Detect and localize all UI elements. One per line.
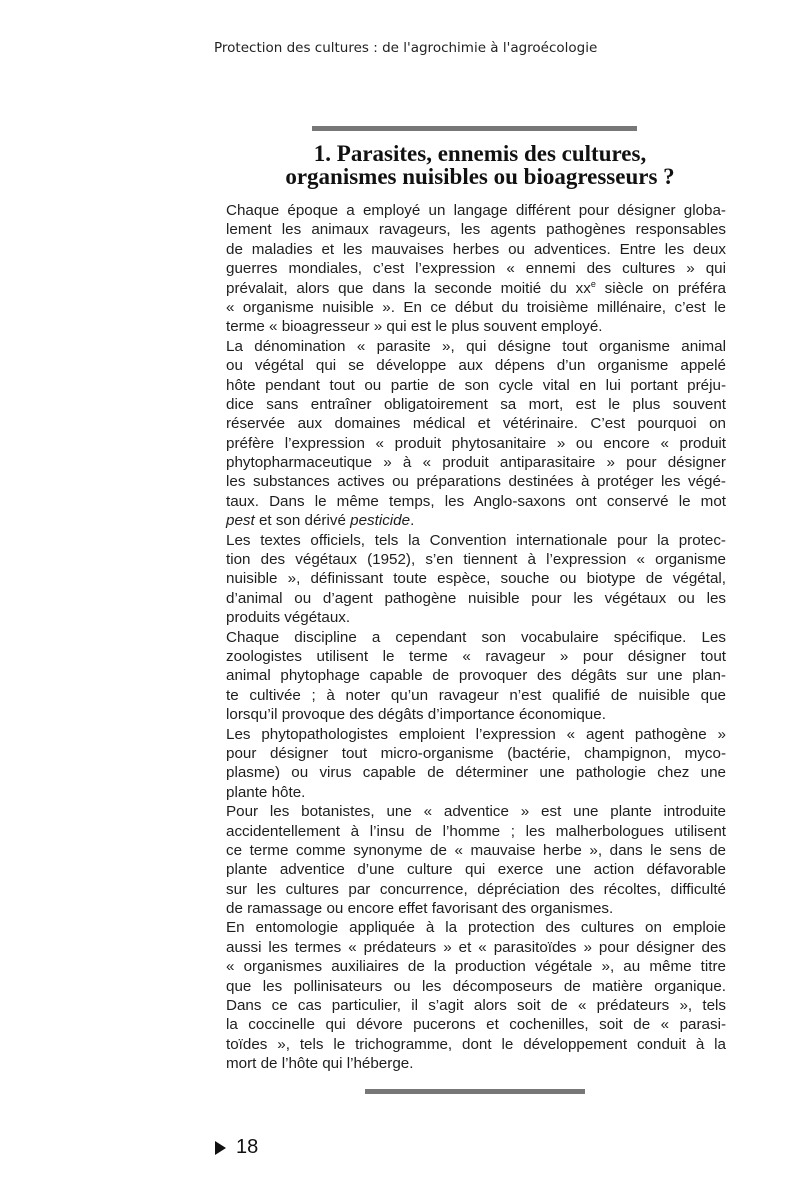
text-line: de maladies et les mauvaises herbes ou adventices. Entre les deux — [226, 240, 726, 258]
text-line: ou végétal qui se développe aux dépens d’un organisme appelé — [226, 357, 726, 375]
text-line: que les pollinisateurs ou les décomposeurs de matière organique. — [226, 977, 726, 995]
triangle-marker-icon — [215, 1141, 226, 1155]
text-line: taux. Dans le même temps, les Anglo-saxons ont conservé le mot — [226, 492, 726, 510]
paragraph — [226, 802, 726, 918]
text-line: plante adventice d’une culture qui exerce une action défavorable — [226, 861, 726, 879]
text-line: « organisme nuisible ». En ce début du troisième millénaire, c’est le — [226, 298, 726, 316]
text-line: terme « bioagresseur » qui est le plus souvent employé. — [226, 318, 603, 336]
superscript: e — [590, 278, 596, 289]
text-line: tion des végétaux (1952), s’en tiennent à l’expression « organisme — [226, 551, 726, 569]
section-title-line: 1. Parasites, ennemis des cultures, — [313, 141, 647, 166]
text-line: animal phytophage capable de provoquer des dégâts sur une plan- — [226, 667, 726, 685]
text-line: Pour les botanistes, une « adventice » est une plante introduite — [226, 803, 726, 821]
text-line: nuisible », définissant toute espèce, souche ou biotype de végétal, — [226, 570, 726, 588]
text-line: produits végétaux. — [226, 609, 351, 627]
text-line: réservée aux domaines médical et vétérinaire. C’est pourquoi on — [226, 415, 726, 433]
page-number: 18 — [236, 1136, 259, 1158]
paragraph — [226, 918, 726, 1073]
top-rule — [312, 126, 637, 131]
text-line: En entomologie appliquée à la protection des cultures on emploie — [226, 919, 726, 937]
text-line: te cultivée ; à noter qu’un ravageur n’est qualifié de nuisible que — [226, 686, 726, 704]
text-line: plante hôte. — [226, 783, 306, 801]
running-head: Protection des cultures : de l'agrochimie à l'agroécologie — [214, 40, 598, 56]
text-line: lement les animaux ravageurs, les agents pathogènes responsables — [226, 221, 726, 239]
text-line: zoologistes utilisent le terme « ravageur » pour désigner tout — [226, 647, 726, 665]
text-line: d’animal ou d’agent pathogène nuisible pour les végétaux ou les — [226, 589, 726, 607]
text-line: pour désigner tout micro-organisme (bactérie, champignon, myco- — [226, 744, 726, 762]
text-line: accidentellement à l’insu de l’homme ; les malherbologues utilisent — [226, 822, 726, 840]
text-line: toïdes », tels le trichogramme, dont le développement conduit à la — [226, 1035, 726, 1053]
text-line: Chaque époque a employé un langage différent pour désigner globa- — [226, 202, 726, 219]
text-line: Chaque discipline a cependant son vocabulaire spécifique. Les — [226, 628, 726, 646]
text-line: hôte pendant tout ou partie de son cycle vital en lui portant préju- — [226, 376, 726, 394]
text-line: mort de l’hôte qui l’héberge. — [226, 1055, 414, 1073]
bottom-rule — [365, 1089, 585, 1094]
text-line: les substances actives ou préparations destinées à protéger les végé- — [226, 473, 726, 491]
paragraph — [226, 201, 726, 337]
paragraph — [226, 628, 726, 725]
text-line: plasme) ou virus capable de déterminer une pathologie chez une — [226, 764, 726, 782]
text-line: Les textes officiels, tels la Convention internationale pour la protec- — [226, 531, 726, 549]
section-title-line: organismes nuisibles ou bioagresseurs ? — [285, 164, 675, 189]
text-line: aussi les termes « prédateurs » et « parasitoïdes » pour désigner des — [226, 938, 726, 956]
text-line: La dénomination « parasite », qui désigne tout organisme animal — [226, 337, 726, 355]
text-line: « organismes auxiliaires de la production végétale », au même titre — [226, 958, 726, 976]
body-text — [226, 201, 726, 1074]
text-line: de ramassage ou encore effet favorisant des organismes. — [226, 900, 614, 918]
text-segment: prévalait, alors que dans la seconde moitié du xx — [226, 279, 591, 297]
text-line — [226, 279, 726, 298]
text-line: sur les cultures par concurrence, dépréciation des récoltes, difficulté — [226, 880, 726, 898]
text-segment: . — [410, 512, 415, 530]
text-segment: et son dérivé — [254, 512, 351, 530]
paragraph — [226, 725, 726, 803]
section-title — [250, 142, 710, 188]
text-line: Dans ce cas particulier, il s’agit alors soit de « prédateurs », tels — [226, 997, 726, 1015]
text-line: la coccinelle qui dévore pucerons et cochenilles, soit de « parasi- — [226, 1016, 726, 1034]
text-segment: siècle on préféra — [595, 279, 726, 297]
text-line: guerres mondiales, c’est l’expression « ennemi des cultures » qui — [226, 260, 726, 278]
italic-term: pesticide — [350, 512, 411, 530]
text-line: phytopharmaceutique » à « produit antiparasitaire » pour désigner — [226, 454, 726, 472]
text-line: ce terme comme synonyme de « mauvaise herbe », dans le sens de — [226, 841, 726, 859]
text-line: lorsqu’il provoque des dégâts d’importance économique. — [226, 706, 606, 724]
text-line: Les phytopathologistes emploient l’expression « agent pathogène » — [226, 725, 726, 743]
text-line — [226, 511, 726, 530]
text-line: préfère l’expression « produit phytosanitaire » ou encore « produit — [226, 434, 726, 452]
italic-term: pest — [226, 512, 255, 530]
paragraph — [226, 531, 726, 628]
text-line: dice sans entraîner obligatoirement sa mort, est le plus souvent — [226, 395, 726, 413]
page-footer — [215, 1136, 258, 1159]
paragraph — [226, 337, 726, 531]
